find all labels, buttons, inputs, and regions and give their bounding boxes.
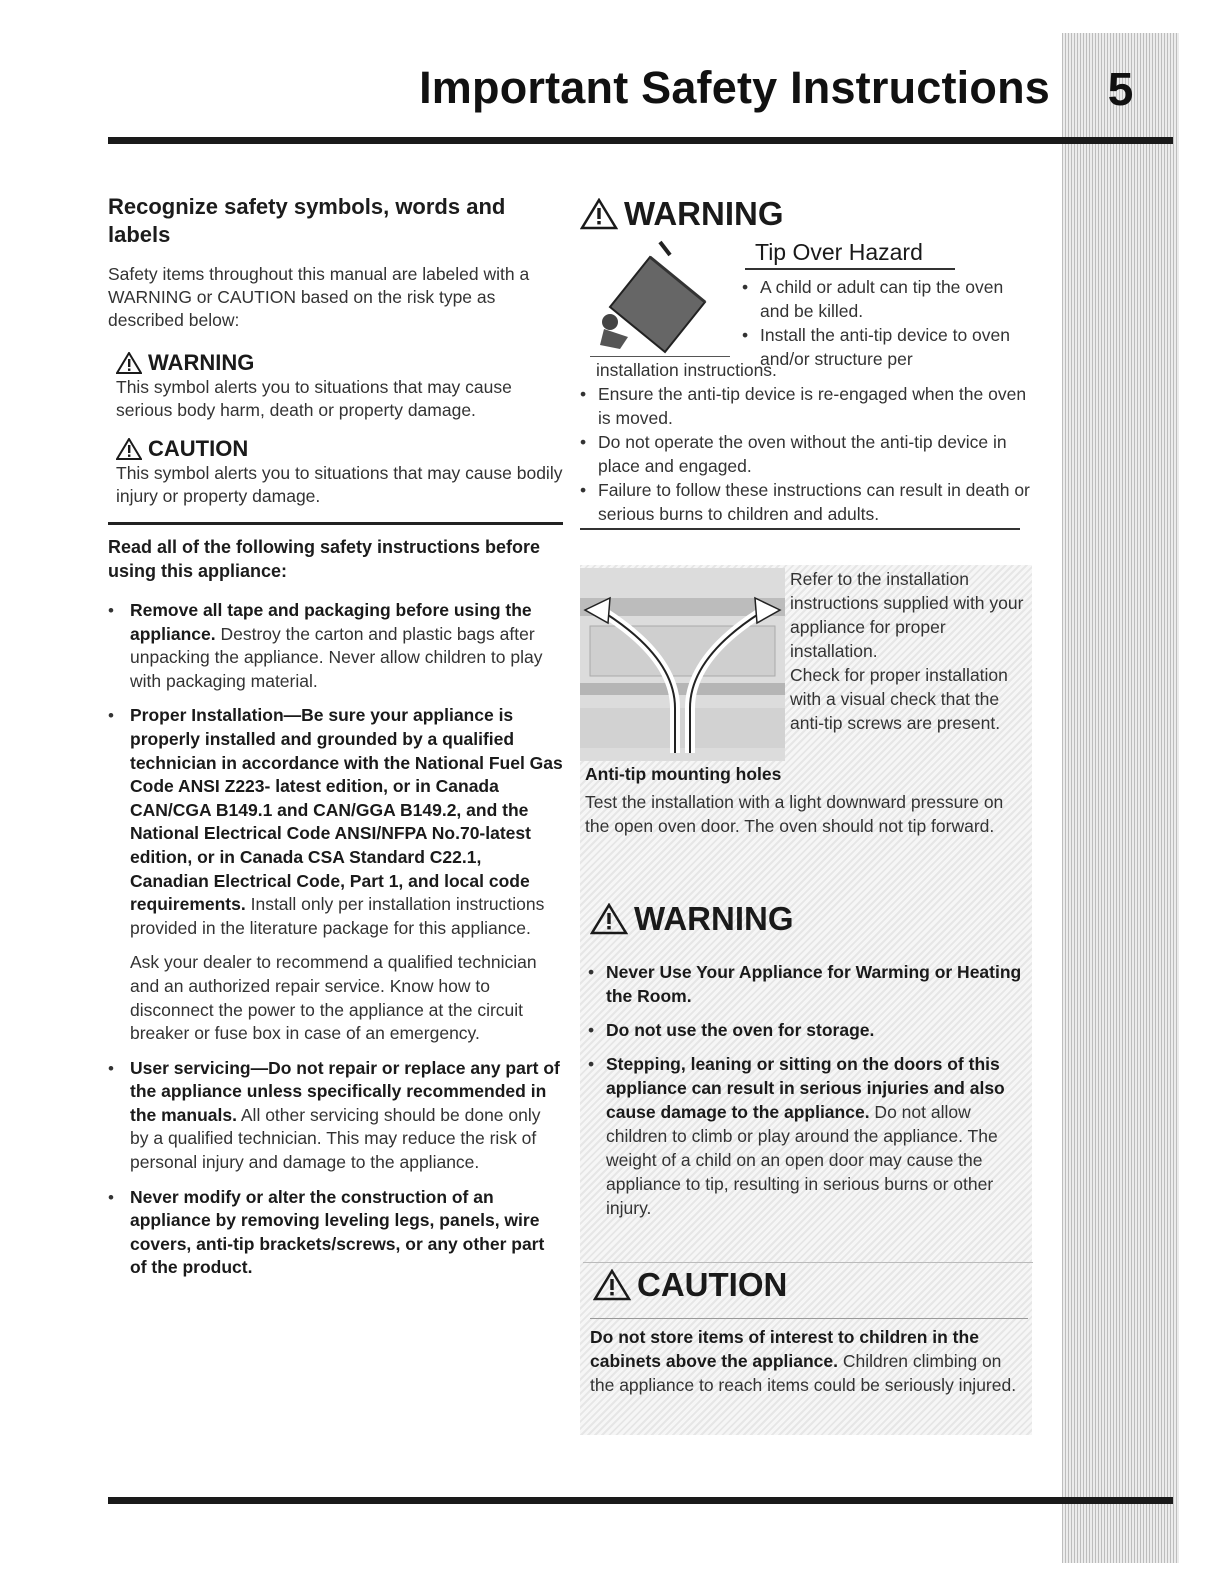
warning-symbol-block — [116, 350, 563, 422]
tip-bullet-text: Failure to follow these instructions can result in death or serious burns to children and adults. — [598, 480, 1030, 524]
bullet-text: Destroy the carton and plastic bags after unpacking the appliance. Never allow children to play with packaging material. — [130, 623, 543, 691]
warning-triangle-icon — [116, 352, 142, 374]
warning-label: WARNING — [148, 350, 255, 375]
tip-bullet-text: A child or adult can tip the oven and be killed. — [760, 277, 1004, 321]
footer-rule — [108, 1497, 1173, 1504]
header-rule — [108, 137, 1173, 144]
warning-heading — [116, 350, 563, 376]
bullet-text: Install only per installation instructions provided in the literature package for this appliance. — [130, 894, 545, 938]
tip-over-section — [580, 233, 1032, 369]
bullet-bold-text: User servicing—Do not repair or replace any part of the appliance unless specifically recommended in the manuals. — [130, 1057, 560, 1125]
page-title: Important Safety Instructions — [419, 62, 1050, 113]
dealer-paragraph: Ask your dealer to recommend a qualified technician and an authorized repair service. Know how to disconnect the power to the appliance at the circuit breaker or fuse box in case of an emergency. — [130, 952, 537, 1044]
caution-description: This symbol alerts you to situations that may cause bodily injury or property damage. — [116, 463, 563, 506]
list-item: • Install the anti-tip device to oven and/or structure per — [742, 323, 1032, 371]
page-number: 5 — [1107, 63, 1134, 115]
tip-bullet-text: Install the anti-tip device to oven and/or structure per — [760, 325, 1011, 369]
warning-description: This symbol alerts you to situations that may cause serious body harm, death or property damage. — [116, 377, 512, 420]
list-item — [108, 1057, 563, 1175]
list-item: • Ensure the anti-tip device is re-engaged when the oven is moved. — [580, 382, 1032, 430]
caution-heading — [116, 436, 563, 462]
caution-rule — [590, 1318, 1028, 1319]
page-side-tab — [1062, 33, 1179, 1563]
anti-tip-label: Anti-tip mounting holes — [585, 764, 782, 784]
warning-triangle-icon — [580, 198, 618, 230]
safety-bullet-list — [108, 599, 563, 1280]
caution-triangle-icon — [593, 1269, 631, 1301]
list-item: • Stepping, leaning or sitting on the doors of this appliance can result in serious injuries and also cause damage to the appliance. Do not allow children to climb or play around the appliance. The weight of a child on an open door may cause the appliance to tip, resulting in serious burns or other injury. — [588, 1054, 1005, 1218]
list-item — [108, 599, 563, 693]
tip-bullet-list — [742, 275, 1032, 371]
caution-triangle-icon — [116, 438, 142, 460]
check-text: Check for proper installation with a visual check that the anti-tip screws are present. — [790, 665, 1008, 733]
warning-label: WARNING — [624, 195, 784, 232]
tip-warning-heading — [580, 195, 1032, 233]
refer-text: Refer to the installation instructions supplied with your appliance for proper installation. — [790, 569, 1024, 661]
list-item: • A child or adult can tip the oven and be killed. — [742, 275, 1032, 323]
warning-triangle-icon — [590, 903, 628, 935]
caution-label: CAUTION — [637, 1266, 788, 1303]
warning-bullet-bold: Stepping, leaning or sitting on the doors of this appliance can result in serious injuries and also cause damage to the appliance. — [606, 1054, 1005, 1122]
section-heading: Recognize safety symbols, words and labels — [108, 194, 506, 247]
warning-bullet-list — [588, 960, 1028, 1230]
tip-bullet-text: Do not operate the oven without the anti-tip device in place and engaged. — [598, 432, 1007, 476]
warning-label: WARNING — [634, 900, 794, 937]
tip-title-underline — [745, 268, 955, 270]
read-all-heading: Read all of the following safety instructions before using this appliance: — [108, 537, 541, 581]
bullet-dot: • — [108, 601, 114, 620]
list-item — [108, 1186, 563, 1280]
tip-over-illustration — [590, 237, 740, 357]
bullet-bold-text: Proper Installation—Be sure your appliance is properly installed and grounded by a qualified technician in accordance with the National Fuel Gas Code ANSI Z223- latest edition, or in Canada CAN/CGA B149.1 and CAN/GGA B149.2, and the National Electrical Code ANSI/NFPA No.70-latest edition, or in Canada CSA Standard C22.1, Canadian Electrical Code, Part 1, and local code requirements. — [130, 705, 563, 915]
caution-label: CAUTION — [148, 436, 249, 461]
right-column — [580, 195, 1032, 530]
left-column — [108, 193, 563, 1291]
tip-over-title: Tip Over Hazard — [755, 239, 923, 265]
warning-bullet-text: Do not allow children to climb or play around the appliance. The weight of a child on an open door may cause the appliance to tip, resulting in serious burns or other injury. — [606, 1102, 998, 1218]
tip-bullet-text: Ensure the anti-tip device is re-engaged when the oven is moved. — [598, 384, 1027, 428]
warning-bullet-text: Never Use Your Appliance for Warming or Heating the Room. — [606, 962, 1022, 1006]
bullet-dot: • — [108, 706, 114, 726]
list-item: • Never Use Your Appliance for Warming or Heating the Room. — [588, 960, 1028, 1008]
bullet-text: All other servicing should be done only by a qualified technician. This may reduce the risk of personal injury and damage to the appliance. — [130, 1104, 541, 1173]
bullet-bold-text: Never modify or alter the construction of an appliance by removing leveling legs, panels, wire covers, anti-tip brackets/screws, or any other part of the product. — [130, 1186, 545, 1278]
caution-bold: Do not store items of interest to children in the cabinets above the appliance. — [590, 1327, 979, 1371]
list-item: • Do not operate the oven without the anti-tip device in place and engaged. — [580, 430, 1032, 478]
intro-paragraph: Safety items throughout this manual are labeled with a WARNING or CAUTION based on the risk type as described below: — [108, 264, 530, 330]
list-item — [108, 704, 563, 940]
caution-body: Children climbing on the appliance to reach items could be seriously injured. — [590, 1351, 1017, 1395]
test-instruction: Test the installation with a light downward pressure on the open oven door. The oven should not tip forward. — [585, 792, 1004, 836]
tip-bullet-continuation: installation instructions. — [596, 360, 777, 380]
section-divider — [108, 522, 563, 525]
caution-heading-2 — [593, 1266, 787, 1304]
tip-section-rule — [580, 528, 1020, 530]
tip-bullet-list-2 — [580, 382, 1032, 526]
bullet-bold-text: Remove all tape and packaging before using the appliance. — [130, 600, 532, 644]
anti-tip-photo — [580, 568, 785, 761]
warning-heading-2 — [590, 900, 794, 938]
caution-text — [590, 1325, 1030, 1397]
list-item: • Failure to follow these instructions can result in death or serious burns to children and adults. — [580, 478, 1032, 526]
bullet-dot: • — [108, 1187, 114, 1207]
warning-bullet-text: Do not use the oven for storage. — [606, 1020, 875, 1040]
refer-instructions — [790, 567, 1030, 735]
bullet-dot: • — [108, 1058, 114, 1078]
list-item: • Do not use the oven for storage. — [588, 1020, 875, 1040]
caution-symbol-block — [116, 436, 563, 508]
illustration-baseline — [590, 356, 730, 357]
